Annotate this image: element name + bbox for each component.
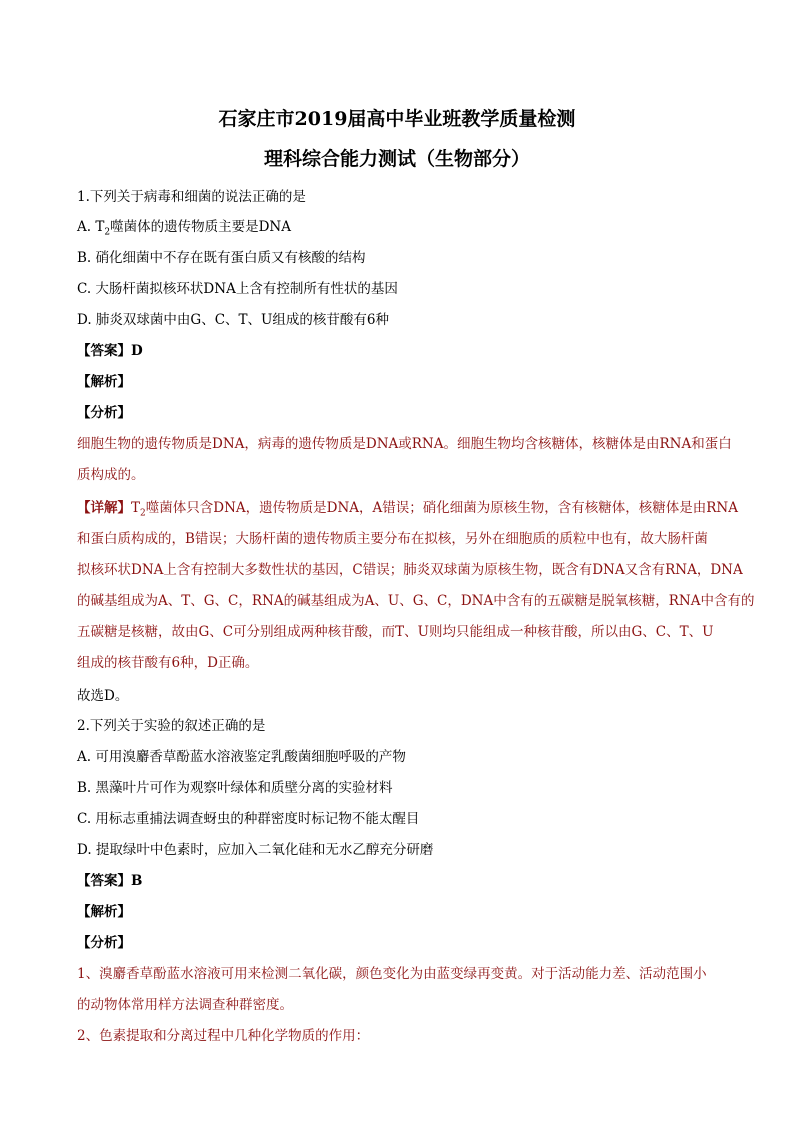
q1-detail-line-6: 组成的核苷酸有6种，D正确。 [77, 655, 259, 671]
q1-detail-line-4: 的碱基组成为A、T、G、C，RNA的碱基组成为A、U、G、C，DNA中含有的五碳糖是脱氧核糖，RNA中含有的 [77, 593, 755, 609]
q1-option-a [77, 217, 291, 237]
q2-option-b: B. 黑藻叶片可作为观察叶绿体和质壁分离的实验材料 [77, 780, 393, 796]
q1-option-b: B. 硝化细菌中不存在既有蛋白质又有核酸的结构 [77, 250, 366, 266]
q2-analysis-heading: 【解析】 [77, 904, 131, 920]
q1-detail-tag: 【详解】 [77, 500, 131, 516]
q2-analysis-line-3: 2、色素提取和分离过程中几种化学物质的作用： [77, 1028, 370, 1044]
q2-analysis-line-2: 的动物体常用样方法调查种群密度。 [77, 997, 293, 1013]
q2-option-a: A. 可用溴麝香草酚蓝水溶液鉴定乳酸菌细胞呼吸的产物 [77, 749, 406, 765]
q1-detail-line-3: 拟核环状DNA上含有控制大多数性状的基因，C错误；肺炎双球菌为原核生物，既含有DNA又含有RNA，DNA [77, 562, 743, 578]
q1-detail-line-1 [77, 498, 738, 518]
q1-conclusion: 故选D。 [77, 688, 129, 704]
document-title: 石家庄市2019届高中毕业班教学质量检测 [218, 108, 576, 130]
q1-analysis-line-1: 细胞生物的遗传物质是DNA，病毒的遗传物质是DNA或RNA。细胞生物均含核糖体，核糖体是由RNA和蛋白 [77, 436, 732, 452]
q1-option-c: C. 大肠杆菌拟核环状DNA上含有控制所有性状的基因 [77, 281, 398, 297]
q1-analysis-line-2: 质构成的。 [77, 467, 145, 483]
q2-answer: 【答案】B [77, 873, 143, 889]
q1-detail-line-2: 和蛋白质构成的，B错误；大肠杆菌的遗传物质主要分布在拟核，另外在细胞质的质粒中也有，故大肠杆菌 [77, 531, 708, 547]
q1-answer: 【答案】D [77, 343, 143, 359]
q1-option-a-sub: 2 [104, 227, 111, 238]
q1-detail-post: 噬菌体只含DNA，遗传物质是DNA，A错误；硝化细菌为原核生物，含有核糖体，核糖体是由RNA [145, 500, 738, 516]
q1-stem: 1.下列关于病毒和细菌的说法正确的是 [77, 189, 306, 205]
q1-option-d: D. 肺炎双球菌中由G、C、T、U组成的核苷酸有6种 [77, 312, 390, 328]
q2-analysis-line-1: 1、溴麝香草酚蓝水溶液可用来检测二氧化碳，颜色变化为由蓝变绿再变黄。对于活动能力差、活动范围小 [77, 966, 707, 982]
q1-fenxi-heading: 【分析】 [77, 405, 131, 421]
q2-option-d: D. 提取绿叶中色素时，应加入二氧化硅和无水乙醇充分研磨 [77, 842, 434, 858]
document-subtitle: 理科综合能力测试（生物部分） [263, 148, 530, 170]
q2-stem: 2.下列关于实验的叙述正确的是 [77, 718, 266, 734]
q2-option-c: C. 用标志重捕法调查蚜虫的种群密度时标记物不能太醒目 [77, 811, 420, 827]
q1-option-a-post: 噬菌体的遗传物质主要是DNA [110, 219, 291, 235]
q1-option-a-pre: A. T [77, 219, 105, 235]
q1-detail-sub: 2 [140, 508, 146, 519]
q1-detail-pre: T [131, 500, 141, 516]
q1-analysis-heading: 【解析】 [77, 374, 131, 390]
q1-detail-line-5: 五碳糖是核糖，故由G、C可分别组成两种核苷酸，而T、U则均只能组成一种核苷酸，所以由G、C、T、U [77, 624, 714, 640]
q2-fenxi-heading: 【分析】 [77, 935, 131, 951]
